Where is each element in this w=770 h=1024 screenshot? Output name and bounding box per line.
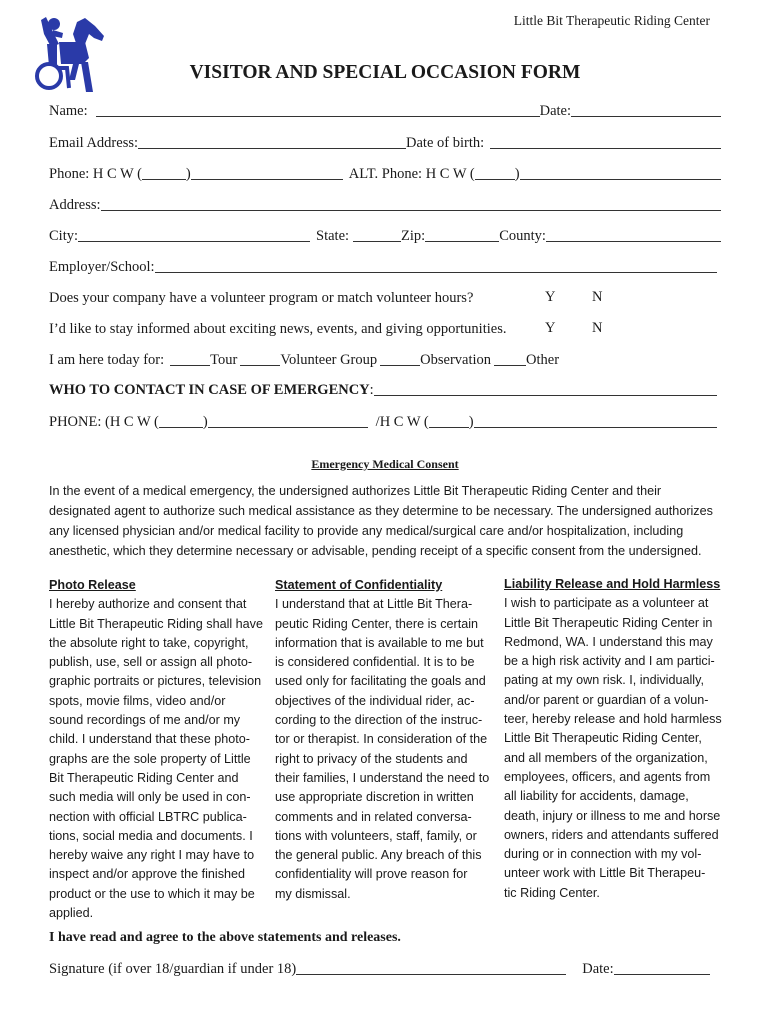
liability-line: Little Bit Therapeutic Riding Center, (504, 731, 702, 746)
photo-release-line: Little Bit Therapeutic Riding shall have (49, 616, 263, 631)
liability-line: I wish to participate as a volunteer at (504, 596, 709, 611)
zip-field[interactable] (425, 227, 499, 242)
confidentiality-line: comments and in related conversa- (275, 809, 472, 824)
visit-purpose-row (49, 349, 721, 369)
informed-no-option[interactable]: N (592, 320, 603, 336)
medical-consent-text (49, 481, 729, 561)
confidentiality-line: I understand that at Little Bit Thera- (275, 597, 473, 612)
name-field[interactable] (96, 102, 540, 117)
liability-line: Little Bit Therapeutic Riding Center in (504, 615, 713, 630)
volunteer-no-option[interactable]: N (592, 289, 603, 305)
date-label: Date: (539, 103, 571, 119)
confidentiality-line: use appropriate discretion in written (275, 790, 474, 805)
employer-field[interactable] (155, 258, 717, 273)
volunteer-group-option: Volunteer Group (280, 352, 378, 368)
confidentiality-line: right to privacy of the students and (275, 751, 468, 766)
emergency-phone2-close-paren: ) (468, 414, 474, 430)
consent-line: In the event of a medical emergency, the undersigned authorizes Little Bit Therapeutic Riding Center and their (49, 484, 662, 498)
liability-line: and/or parent or guardian of a volun- (504, 692, 709, 707)
alt-phone-field[interactable] (520, 165, 721, 180)
org-name: Little Bit Therapeutic Riding Center (513, 13, 710, 28)
confidentiality-line: my dismissal. (275, 886, 351, 901)
informed-question-row (49, 318, 721, 338)
signature-date-label: Date: (582, 961, 614, 977)
confidentiality-line: used only for facilitating the goals and (275, 674, 486, 689)
employer-label: Employer/School: (49, 259, 155, 275)
liability-line: during or in connection with my vol- (504, 847, 702, 862)
photo-release-line: product or the use to which it may be (49, 886, 255, 901)
email-field[interactable] (138, 134, 406, 149)
liability-line: be a high risk activity and I am partici- (504, 654, 715, 669)
city-row (49, 225, 721, 245)
liability-line: Redmond, WA. I understand this may (504, 634, 713, 649)
photo-release-line: child. I understand that these photo- (49, 732, 250, 747)
tour-blank[interactable] (170, 351, 210, 366)
signature-date-field[interactable] (614, 960, 710, 975)
signature-row (49, 956, 729, 978)
medical-consent-heading: Emergency Medical Consent (311, 457, 459, 471)
date-field[interactable] (571, 102, 721, 117)
tour-option: Tour (210, 352, 238, 368)
photo-release-line: I hereby authorize and consent that (49, 597, 247, 612)
other-blank[interactable] (494, 351, 526, 366)
confidentiality-line: objectives of the individual rider, ac- (275, 693, 475, 708)
phone-label: Phone: H C W ( (49, 166, 142, 182)
liability-heading: Liability Release and Hold Harmless (504, 577, 721, 591)
photo-release-line: graphic portraits or pictures, television (49, 674, 262, 689)
photo-release-line: publish, use, sell or assign all photo- (49, 655, 253, 670)
dob-field[interactable] (490, 134, 721, 149)
observation-blank[interactable] (380, 351, 420, 366)
photo-release-line: nection with official LBTRC publica- (49, 809, 247, 824)
signature-label: Signature (if over 18/guardian if under 18) (49, 961, 297, 977)
volunteer-question-row (49, 287, 721, 307)
dob-label: Date of birth: (406, 135, 485, 151)
emergency-phone2-label: /H C W ( (375, 414, 429, 430)
emergency-phone2-field[interactable] (474, 413, 717, 428)
phone-field[interactable] (191, 165, 343, 180)
photo-release-line: graphs are the sole property of Little (49, 751, 251, 766)
confidentiality-line: tions with volunteers, staff, family, or (275, 828, 477, 843)
liability-line: death, injury or illness to me and horse (504, 808, 721, 823)
agreement-statement: I have read and agree to the above statements and releases. (49, 930, 401, 945)
signature-field[interactable] (296, 960, 566, 975)
liability-line: all liability for accidents, damage, (504, 789, 689, 804)
zip-label: Zip: (401, 228, 426, 244)
address-label: Address: (49, 197, 101, 213)
confidentiality-heading: Statement of Confidentiality (275, 578, 443, 592)
photo-release-line: hereby waive any right I may have to (49, 848, 255, 863)
consent-line: anesthetic, which they determine necessary or advisable, pending receipt of a specific consent from the undersigned. (49, 544, 702, 558)
confidentiality-column (275, 576, 497, 904)
alt-phone-close-paren: ) (514, 166, 520, 182)
name-date-row (49, 100, 721, 120)
volunteer-yes-option[interactable]: Y (545, 289, 556, 305)
emergency-contact-label: WHO TO CONTACT IN CASE OF EMERGENCY (49, 382, 370, 398)
city-label: City: (49, 228, 79, 244)
photo-release-line: applied. (49, 906, 94, 921)
city-field[interactable] (78, 227, 310, 242)
liability-line: employees, officers, and agents from (504, 769, 711, 784)
emergency-contact-row (49, 379, 717, 399)
liability-line: unteer work with Little Bit Therapeu- (504, 866, 706, 881)
confidentiality-line: cording to the direction of the instruc- (275, 713, 483, 728)
county-label: County: (499, 228, 546, 244)
informed-yes-option[interactable]: Y (545, 320, 556, 336)
phone-type-field[interactable] (142, 165, 186, 180)
email-label: Email Address: (49, 135, 139, 151)
address-row (49, 194, 721, 214)
emergency-phone-field[interactable] (208, 413, 368, 428)
state-label: State: (316, 228, 350, 244)
emergency-phone2-type-field[interactable] (429, 413, 469, 428)
emergency-phone-label: PHONE: (H C W ( (49, 414, 159, 430)
emergency-phone-row (49, 411, 717, 431)
consent-line: designated agent to authorize such medical assistance as they determine to be necessary. The undersigned authorizes (49, 504, 713, 518)
page-title: VISITOR AND SPECIAL OCCASION FORM (189, 62, 581, 83)
liability-line: owners, riders and attendants suffered (504, 827, 719, 842)
alt-phone-type-field[interactable] (475, 165, 515, 180)
liability-line: pating at my own risk. I, individually, (504, 673, 704, 688)
informed-question: I’d like to stay informed about exciting news, events, and giving opportunities. (49, 321, 507, 337)
liability-column (504, 575, 728, 903)
visit-purpose-label: I am here today for: (49, 352, 165, 368)
phone-close-paren: ) (185, 166, 191, 182)
emergency-phone-close-paren: ) (202, 414, 208, 430)
confidentiality-line: tor or therapist. In consideration of the (275, 732, 488, 747)
confidentiality-line: information that is available to me but (275, 635, 484, 650)
other-option: Other (526, 352, 560, 368)
volunteer-group-blank[interactable] (240, 351, 280, 366)
confidentiality-line: confidentiality will prove reason for (275, 867, 468, 882)
employer-row (49, 256, 717, 276)
volunteer-question: Does your company have a volunteer program or match volunteer hours? (49, 290, 474, 306)
photo-release-line: tions, social media and documents. I (49, 828, 253, 843)
name-label: Name: (49, 103, 88, 119)
photo-release-column (49, 576, 271, 923)
photo-release-line: Bit Therapeutic Riding Center and (49, 770, 239, 785)
liability-line: teer, hereby release and hold harmless (504, 712, 722, 727)
email-dob-row (49, 132, 721, 152)
observation-option: Observation (420, 352, 492, 368)
photo-release-line: such media will only be used in con- (49, 790, 251, 805)
phone-row (49, 163, 721, 183)
liability-line: tic Riding Center. (504, 885, 600, 900)
county-field[interactable] (546, 227, 721, 242)
confidentiality-line: the general public. Any breach of this (275, 848, 482, 863)
liability-line: and all members of the organization, (504, 750, 708, 765)
consent-line: any licensed physician and/or medical facility to provide any medical/surgical care and/or hospitalization, including (49, 524, 684, 538)
photo-release-line: spots, movie films, video and/or (49, 693, 226, 708)
emergency-contact-field[interactable] (374, 381, 717, 396)
photo-release-line: the absolute right to take, copyright, (49, 635, 249, 650)
emergency-phone-type-field[interactable] (159, 413, 203, 428)
emergency-contact-colon: : (369, 382, 374, 398)
confidentiality-line: is considered confidential. It is to be (275, 655, 475, 670)
photo-release-line: inspect and/or approve the finished (49, 867, 246, 882)
photo-release-heading: Photo Release (49, 578, 136, 592)
photo-release-line: sound recordings of me and/or my (49, 713, 241, 728)
confidentiality-line: peutic Riding Center, there is certain (275, 616, 479, 631)
state-field[interactable] (353, 227, 401, 242)
alt-phone-label: ALT. Phone: H C W ( (348, 166, 475, 182)
confidentiality-line: their families, I understand the need to (275, 770, 490, 785)
address-field[interactable] (101, 196, 721, 211)
